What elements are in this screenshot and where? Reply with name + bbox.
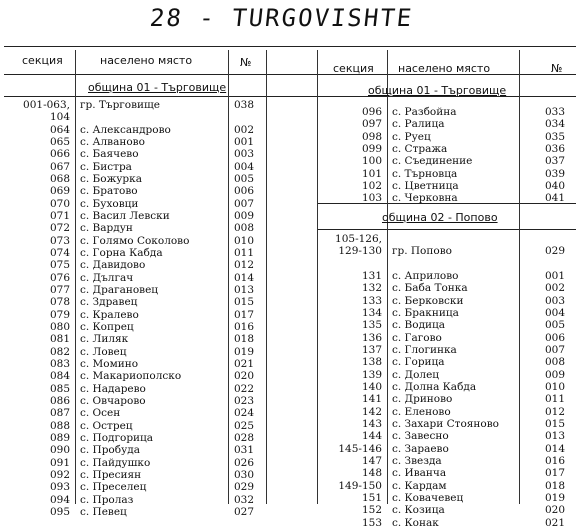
- number-cell: [234, 111, 262, 123]
- number-cell: 005: [545, 319, 566, 332]
- section-cell: 136: [361, 331, 382, 344]
- number-cell: 040: [545, 179, 566, 192]
- place-cell: с. Бистра: [80, 160, 132, 173]
- place-cell: с. Захари Стояново: [392, 417, 499, 430]
- section-cell: 135: [361, 319, 382, 332]
- left-group-title: община 01 - Търговище: [88, 81, 227, 94]
- number-cell: 001: [545, 269, 566, 282]
- number-cell: 017: [234, 308, 255, 321]
- number-cell: 038: [234, 99, 255, 111]
- section-cell: 091: [49, 456, 70, 469]
- page-title: 28 - TURGOVISHTE: [148, 4, 415, 32]
- number-cell: 006: [545, 331, 566, 344]
- place-cell: с. Осен: [80, 407, 121, 420]
- right-group2-rule: [318, 229, 576, 230]
- number-cell: 035: [545, 130, 566, 143]
- place-cell: с. Овчарово: [80, 394, 146, 407]
- section-cell: 103: [361, 192, 382, 205]
- place-cell: [392, 258, 516, 270]
- section-cell: 088: [49, 419, 70, 432]
- header-bottom-border: [4, 74, 576, 75]
- place-cell: с. Иванча: [392, 467, 447, 480]
- number-cell: 014: [545, 442, 566, 455]
- section-cell: 131: [361, 269, 382, 282]
- number-cell: 011: [545, 393, 566, 406]
- place-cell: с. Братово: [80, 185, 138, 198]
- number-cell: 019: [234, 345, 255, 358]
- number-cell: 037: [545, 155, 566, 168]
- number-cell: 014: [234, 271, 255, 284]
- number-cell: 005: [234, 172, 255, 185]
- number-cell: 020: [234, 370, 255, 383]
- number-cell: 036: [545, 142, 566, 155]
- right-number-column-2: [545, 233, 573, 529]
- place-cell: с. Разбойна: [392, 106, 457, 118]
- place-cell: с. Берковски: [392, 294, 464, 307]
- place-cell: с. Ралица: [392, 118, 445, 131]
- left-header-section: секция: [22, 54, 63, 67]
- section-cell: 139: [361, 368, 382, 381]
- section-cell: 134: [361, 306, 382, 319]
- place-cell: с. Черковна: [392, 192, 458, 205]
- place-cell: с. Копрец: [80, 320, 134, 333]
- section-cell: 090: [49, 444, 70, 457]
- section-cell: 082: [49, 345, 70, 358]
- place-cell: с. Стража: [392, 142, 448, 155]
- section-cell: 095: [49, 505, 70, 518]
- section-cell: 092: [49, 468, 70, 481]
- place-cell: с. Буховци: [80, 197, 139, 210]
- left-header-number: №: [240, 56, 252, 69]
- place-cell: с. Зараево: [392, 442, 449, 455]
- right-place-column-2: [392, 233, 516, 529]
- section-cell: [318, 258, 382, 270]
- section-cell: 141: [361, 393, 382, 406]
- section-cell: 071: [49, 209, 70, 222]
- right-section-column-2: [318, 233, 382, 529]
- place-cell: с. Долна Кабда: [392, 380, 477, 393]
- number-cell: 026: [234, 456, 255, 469]
- place-cell: с. Кардам: [392, 479, 447, 492]
- section-cell: 151: [361, 491, 382, 504]
- section-cell: 099: [361, 142, 382, 155]
- number-cell: 006: [234, 185, 255, 198]
- place-cell: с. Момино: [80, 357, 139, 370]
- number-cell: 034: [545, 118, 566, 131]
- number-cell: 021: [545, 516, 566, 529]
- number-cell: 027: [234, 505, 255, 518]
- section-cell: 100: [361, 155, 382, 168]
- place-cell: с. Лиляк: [80, 333, 129, 346]
- table-top-border: [4, 46, 576, 47]
- section-cell: 064: [49, 123, 70, 136]
- place-cell: с. Ловец: [80, 345, 127, 358]
- number-cell: 015: [234, 296, 255, 309]
- place-cell: с. Божурка: [80, 172, 142, 185]
- left-number-column: [234, 99, 262, 518]
- section-cell: 083: [49, 357, 70, 370]
- number-cell: 029: [545, 245, 566, 258]
- section-cell: 147: [361, 454, 382, 467]
- section-cell: 074: [49, 246, 70, 259]
- number-cell: 002: [545, 282, 566, 295]
- number-cell: 008: [234, 222, 255, 235]
- place-cell: с. Завесно: [392, 430, 449, 443]
- place-cell: с. Драгановец: [80, 283, 159, 296]
- left-col-divider-3: [266, 50, 267, 504]
- right-place-column-1: [392, 106, 516, 205]
- section-cell: 085: [49, 382, 70, 395]
- section-cell: 076: [49, 271, 70, 284]
- section-cell: 070: [49, 197, 70, 210]
- place-cell: с. Козица: [392, 504, 445, 517]
- left-header-place: населено място: [100, 54, 193, 67]
- section-cell: 086: [49, 394, 70, 407]
- place-cell: с. Дриново: [392, 393, 453, 406]
- place-cell: с. Пресиян: [80, 468, 142, 481]
- place-cell: [80, 111, 226, 123]
- place-cell: с. Априлово: [392, 269, 459, 282]
- number-cell: 012: [545, 405, 566, 418]
- place-cell: с. Дългач: [80, 271, 134, 284]
- number-cell: 010: [545, 380, 566, 393]
- place-cell: с. Преселец: [80, 481, 147, 494]
- number-cell: 019: [545, 491, 566, 504]
- section-cell: 102: [361, 179, 382, 192]
- section-cell: 077: [49, 283, 70, 296]
- place-cell: с. Голямо Соколово: [80, 234, 190, 247]
- section-cell: 143: [361, 417, 382, 430]
- place-cell: с. Давидово: [80, 259, 146, 272]
- section-cell: 079: [49, 308, 70, 321]
- number-cell: 004: [545, 306, 566, 319]
- place-cell: с. Руец: [392, 130, 431, 143]
- left-section-column: [4, 99, 70, 518]
- section-cell: 073: [49, 234, 70, 247]
- number-cell: 022: [234, 382, 255, 395]
- place-cell: с. Водица: [392, 319, 446, 332]
- place-cell: с. Горица: [392, 356, 445, 369]
- place-cell: гр. Търговище: [80, 99, 161, 111]
- place-cell: с. Подгорица: [80, 431, 154, 444]
- section-cell: 075: [49, 259, 70, 272]
- section-cell: 140: [361, 380, 382, 393]
- number-cell: 016: [545, 454, 566, 467]
- number-cell: 012: [234, 259, 255, 272]
- section-cell: 066: [49, 148, 70, 161]
- place-cell: с. Алваново: [80, 135, 145, 148]
- number-cell: 029: [234, 481, 255, 494]
- number-cell: 003: [545, 294, 566, 307]
- right-number-column-1: [545, 106, 573, 205]
- number-cell: 039: [545, 167, 566, 180]
- number-cell: 002: [234, 123, 255, 136]
- place-cell: с. Гагово: [392, 331, 442, 344]
- number-cell: 023: [234, 394, 255, 407]
- section-cell: 149-150: [338, 479, 382, 492]
- place-cell: с. Надарево: [80, 382, 146, 395]
- number-cell: 003: [234, 148, 255, 161]
- section-cell: 098: [361, 130, 382, 143]
- right-col-divider-2: [519, 50, 520, 504]
- section-cell: 069: [49, 185, 70, 198]
- place-cell: с. Звезда: [392, 454, 442, 467]
- place-cell: с. Баячево: [80, 148, 139, 161]
- section-cell: 145-146: [338, 442, 382, 455]
- section-cell: 105-126,: [335, 233, 382, 245]
- place-cell: с. Васил Левски: [80, 209, 170, 222]
- place-cell: с. Съединение: [392, 155, 473, 168]
- place-cell: с. Цветница: [392, 179, 459, 192]
- section-cell: 081: [49, 333, 70, 346]
- place-cell: с. Пролаз: [80, 493, 134, 506]
- place-cell: с. Еленово: [392, 405, 451, 418]
- place-cell: с. Пробуда: [80, 444, 140, 457]
- section-cell: 137: [361, 343, 382, 356]
- section-cell: 152: [361, 504, 382, 517]
- section-cell: 148: [361, 467, 382, 480]
- place-cell: с. Певец: [80, 505, 127, 518]
- section-cell: 129-130: [338, 245, 382, 258]
- number-cell: 009: [234, 209, 255, 222]
- section-cell: 065: [49, 135, 70, 148]
- number-cell: 004: [234, 160, 255, 173]
- section-cell: 132: [361, 282, 382, 295]
- place-cell: с. Горна Кабда: [80, 246, 163, 259]
- section-cell: 097: [361, 118, 382, 131]
- place-cell: с. Търновца: [392, 167, 458, 180]
- number-cell: 041: [545, 192, 566, 205]
- place-cell: гр. Попово: [392, 245, 452, 258]
- section-cell: 072: [49, 222, 70, 235]
- right-section-column-1: [318, 106, 382, 205]
- number-cell: 021: [234, 357, 255, 370]
- right-group1-title: община 01 - Търговище: [368, 84, 507, 97]
- place-cell: с. Долец: [392, 368, 440, 381]
- number-cell: 016: [234, 320, 255, 333]
- section-cell: 084: [49, 370, 70, 383]
- section-cell: 094: [49, 493, 70, 506]
- right-header-section: секция: [333, 62, 374, 75]
- left-group-rule: [4, 96, 317, 97]
- section-cell: 087: [49, 407, 70, 420]
- place-cell: [392, 233, 516, 245]
- number-cell: 007: [545, 343, 566, 356]
- section-cell: 138: [361, 356, 382, 369]
- place-cell: с. Кралево: [80, 308, 139, 321]
- number-cell: 010: [234, 234, 255, 247]
- number-cell: 007: [234, 197, 255, 210]
- place-cell: с. Пайдушко: [80, 456, 151, 469]
- number-cell: 025: [234, 419, 255, 432]
- number-cell: 011: [234, 246, 255, 259]
- number-cell: 033: [545, 106, 566, 118]
- number-cell: 017: [545, 467, 566, 480]
- number-cell: 018: [545, 479, 566, 492]
- number-cell: 031: [234, 444, 255, 457]
- section-cell: 153: [361, 516, 382, 529]
- number-cell: [545, 258, 573, 270]
- section-cell: 093: [49, 481, 70, 494]
- section-cell: 101: [361, 167, 382, 180]
- section-cell: 067: [49, 160, 70, 173]
- number-cell: 013: [545, 430, 566, 443]
- number-cell: 001: [234, 135, 255, 148]
- number-cell: 024: [234, 407, 255, 420]
- place-cell: с. Бракница: [392, 306, 459, 319]
- left-place-column: [80, 99, 226, 518]
- place-cell: с. Вардун: [80, 222, 133, 235]
- right-group2-title: община 02 - Попово: [382, 211, 498, 224]
- right-header-number: №: [551, 62, 563, 75]
- right-header-place: населено място: [398, 62, 491, 75]
- left-col-divider-2: [228, 50, 229, 504]
- section-cell: 080: [49, 320, 70, 333]
- left-col-divider-1: [75, 50, 76, 504]
- number-cell: 020: [545, 504, 566, 517]
- number-cell: 013: [234, 283, 255, 296]
- section-cell: 078: [49, 296, 70, 309]
- section-cell: 001-063,: [23, 99, 70, 111]
- number-cell: 018: [234, 333, 255, 346]
- section-cell: 089: [49, 431, 70, 444]
- place-cell: с. Здравец: [80, 296, 138, 309]
- section-cell: 104: [49, 111, 70, 124]
- number-cell: 015: [545, 417, 566, 430]
- number-cell: 008: [545, 356, 566, 369]
- place-cell: с. Острец: [80, 419, 133, 432]
- section-cell: 144: [361, 430, 382, 443]
- section-cell: 142: [361, 405, 382, 418]
- number-cell: 030: [234, 468, 255, 481]
- place-cell: с. Макариополско: [80, 370, 182, 383]
- section-cell: 068: [49, 172, 70, 185]
- section-cell: 096: [361, 106, 382, 118]
- place-cell: с. Конак: [392, 516, 439, 529]
- place-cell: с. Ковачевец: [392, 491, 464, 504]
- number-cell: 032: [234, 493, 255, 506]
- right-col-divider-1: [387, 50, 388, 504]
- place-cell: с. Глогинка: [392, 343, 457, 356]
- number-cell: 009: [545, 368, 566, 381]
- place-cell: с. Александрово: [80, 123, 171, 136]
- number-cell: 028: [234, 431, 255, 444]
- place-cell: с. Баба Тонка: [392, 282, 468, 295]
- section-cell: 133: [361, 294, 382, 307]
- number-cell: [545, 233, 573, 245]
